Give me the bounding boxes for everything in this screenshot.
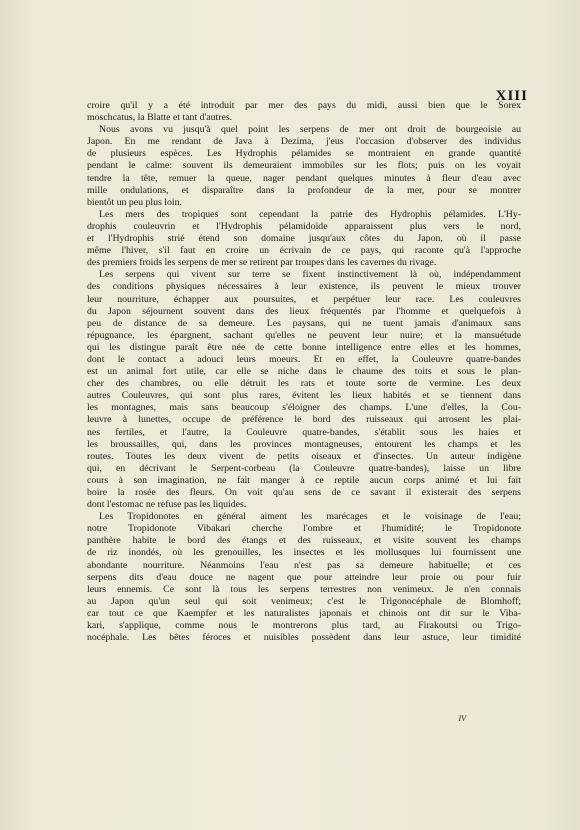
text-line: bientôt un peu plus loin.	[87, 196, 182, 208]
text-line: pendant le calme: souvent ils demeuraient immobiles sur les flots; puis on les voyait	[87, 160, 521, 172]
page-number: XIII	[495, 88, 528, 104]
paragraph	[87, 124, 521, 209]
text-line: répugnance, les épargnent, sachant qu'elles ne peuvent leur nuire; et la mansuétude	[87, 329, 521, 341]
text-line: est un animal fort utile, car elle se niche dans le chaume des toits et sous le plan-	[87, 366, 521, 378]
text-line: des premiers froids les serpens de mer se retirent par troupes dans les cavernes du rivage.	[87, 257, 437, 269]
text-line: croire qu'il y a été introduit par mer des pays du midi, aussi bien que le Sorex	[87, 100, 521, 111]
text-line: car tout ce que Kaempfer et les naturalistes japonais et chinois ont dit sur le Viba-	[87, 607, 521, 619]
text-line: les montagnes, mais sans beaucoup s'éloigner des champs. L'une d'elles, la Cou-	[87, 402, 521, 414]
text-line: dont le contact a adouci leurs moeurs. Et en effet, la Couleuvre quatre-bandes	[87, 353, 521, 365]
text-line: nes fertiles, et l'autre, la Couleuvre quatre-bandes, s'établit sous les haies et	[87, 426, 521, 438]
text-line: des conditions physiques nécessaires à leur existence, ils peuvent le mieux trouver	[87, 281, 521, 293]
text-line: cours à son imagination, ne fait manger à ce reptile aucun corps animé et lui fait	[87, 474, 521, 486]
text-line: tendre la tête, remuer la queue, nager pendant quelques minutes à fleur d'eau avec	[87, 172, 521, 184]
text-line: peu de distance de sa demeure. Les paysans, qui ne tuent jamais d'animaux sans	[87, 317, 521, 329]
text-line: et l'Hydrophis strié étend son domaine jusqu'aux côtes du Japon, où il passe	[87, 233, 521, 245]
text-line: qui, en décrivant le Serpent-corbeau (la Couleuvre quatre-bandes), laisse un libre	[87, 462, 521, 474]
text-line: serpens dits d'eau douce ne nagent que pour atteindre leur proie ou pour fuir	[87, 571, 521, 583]
paragraph	[87, 511, 521, 644]
text-line: de riz inondés, où les grenouilles, les insectes et les mollusques lui fournissent une	[87, 547, 521, 559]
text-line: du Japon séjournent souvent dans des lieux fréquentés par l'homme et quelquefois à	[87, 305, 521, 317]
text-line: Japon. En me rendant de Java à Dezima, j'eus l'occasion d'observer des individus	[87, 136, 521, 148]
text-line: leuvre à lunettes, occupe de préférence le bord des ruisseaux qui arrosent les plai-	[87, 414, 521, 426]
text-line: abondante nourriture. Néanmoins l'eau n'est pas sa demeure habituelle; et ces	[87, 559, 521, 571]
paragraph	[87, 269, 521, 511]
text-line: Les serpens qui vivent sur terre se fixent instinctivement là où, indépendamment	[99, 269, 521, 281]
text-line: leurs ennemis. Ce sont là tous les serpens terrestres non venimeux. Je n'en connais	[87, 583, 521, 595]
text-line: boire la rosée des fleurs. On voit qu'au sens de ce savant il existerait des serpens	[87, 487, 521, 498]
paragraph	[87, 100, 521, 124]
text-line: mille ondulations, et disparaître dans la profondeur de la mer, pour se montrer	[87, 184, 521, 196]
text-line: au Japon qu'un seul qui soit venimeux; c'est le Trigonocéphale de Blomhoff;	[87, 595, 521, 607]
text-line: panthère habite le bord des étangs et des ruisseaux, et visite souvent les champs	[87, 535, 521, 547]
text-line: leur nourriture, échapper aux poursuites, et perpétuer leur race. Les couleuvres	[87, 293, 521, 305]
text-line: Les mers des tropiques sont cependant la patrie des Hydrophis pélamides. L'Hy-	[99, 208, 521, 220]
signature-mark: IV	[458, 714, 466, 723]
paragraph	[87, 209, 521, 269]
text-line: Nous avons vu jusqu'à quel point les serpens de mer ont droit de bourgeoisie au	[99, 124, 521, 136]
text-line: les broussailles, qui, dans les provinces montagneuses, entourent les champs et les	[87, 438, 521, 450]
text-line: kari, s'applique, comme nous le montrerons plus tard, au Firakoutsi ou Trigo-	[87, 620, 521, 632]
text-line: même l'hiver, s'il faut en croire un écrivain de ce pays, qui raconte qu'à l'approche	[87, 245, 521, 257]
text-line: qui les distingue paraît être née de cette bonne intelligence entre elles et les hommes,	[87, 341, 521, 353]
text-line: moschcatus, la Blatte et tant d'autres.	[87, 112, 233, 124]
text-line: cher des chambres, ou elle détruit les rats et toute sorte de vermine. Les deux	[87, 378, 521, 390]
body-text	[87, 100, 521, 644]
text-line: dont l'estomac ne refuse pas les liquides.	[87, 499, 247, 511]
text-line: routes. Toutes les deux vivent de petits oiseaux et d'insectes. Un auteur indigène	[87, 450, 521, 462]
text-line: autres Couleuvres, qui sont plus rares, évitent les lieux habités et se tiennent dans	[87, 390, 521, 402]
text-line: notre Tropidonote Vibakari cherche l'ombre et l'humidité; le Tropidonote	[87, 523, 521, 535]
text-line: drophis couleuvrin et l'Hydrophis pélamidoïde apparaissent plus vers le nord,	[87, 220, 521, 232]
text-line: nocéphale. Les bêtes féroces et nuisibles possèdent dans leur astuce, leur timidité	[87, 632, 521, 644]
text-line: de plusieurs espèces. Les Hydrophis pélamides se montraient en grande quantité	[87, 148, 521, 160]
text-line: Les Tropidonotes en général aiment les marécages et le voisinage de l'eau;	[99, 511, 521, 523]
